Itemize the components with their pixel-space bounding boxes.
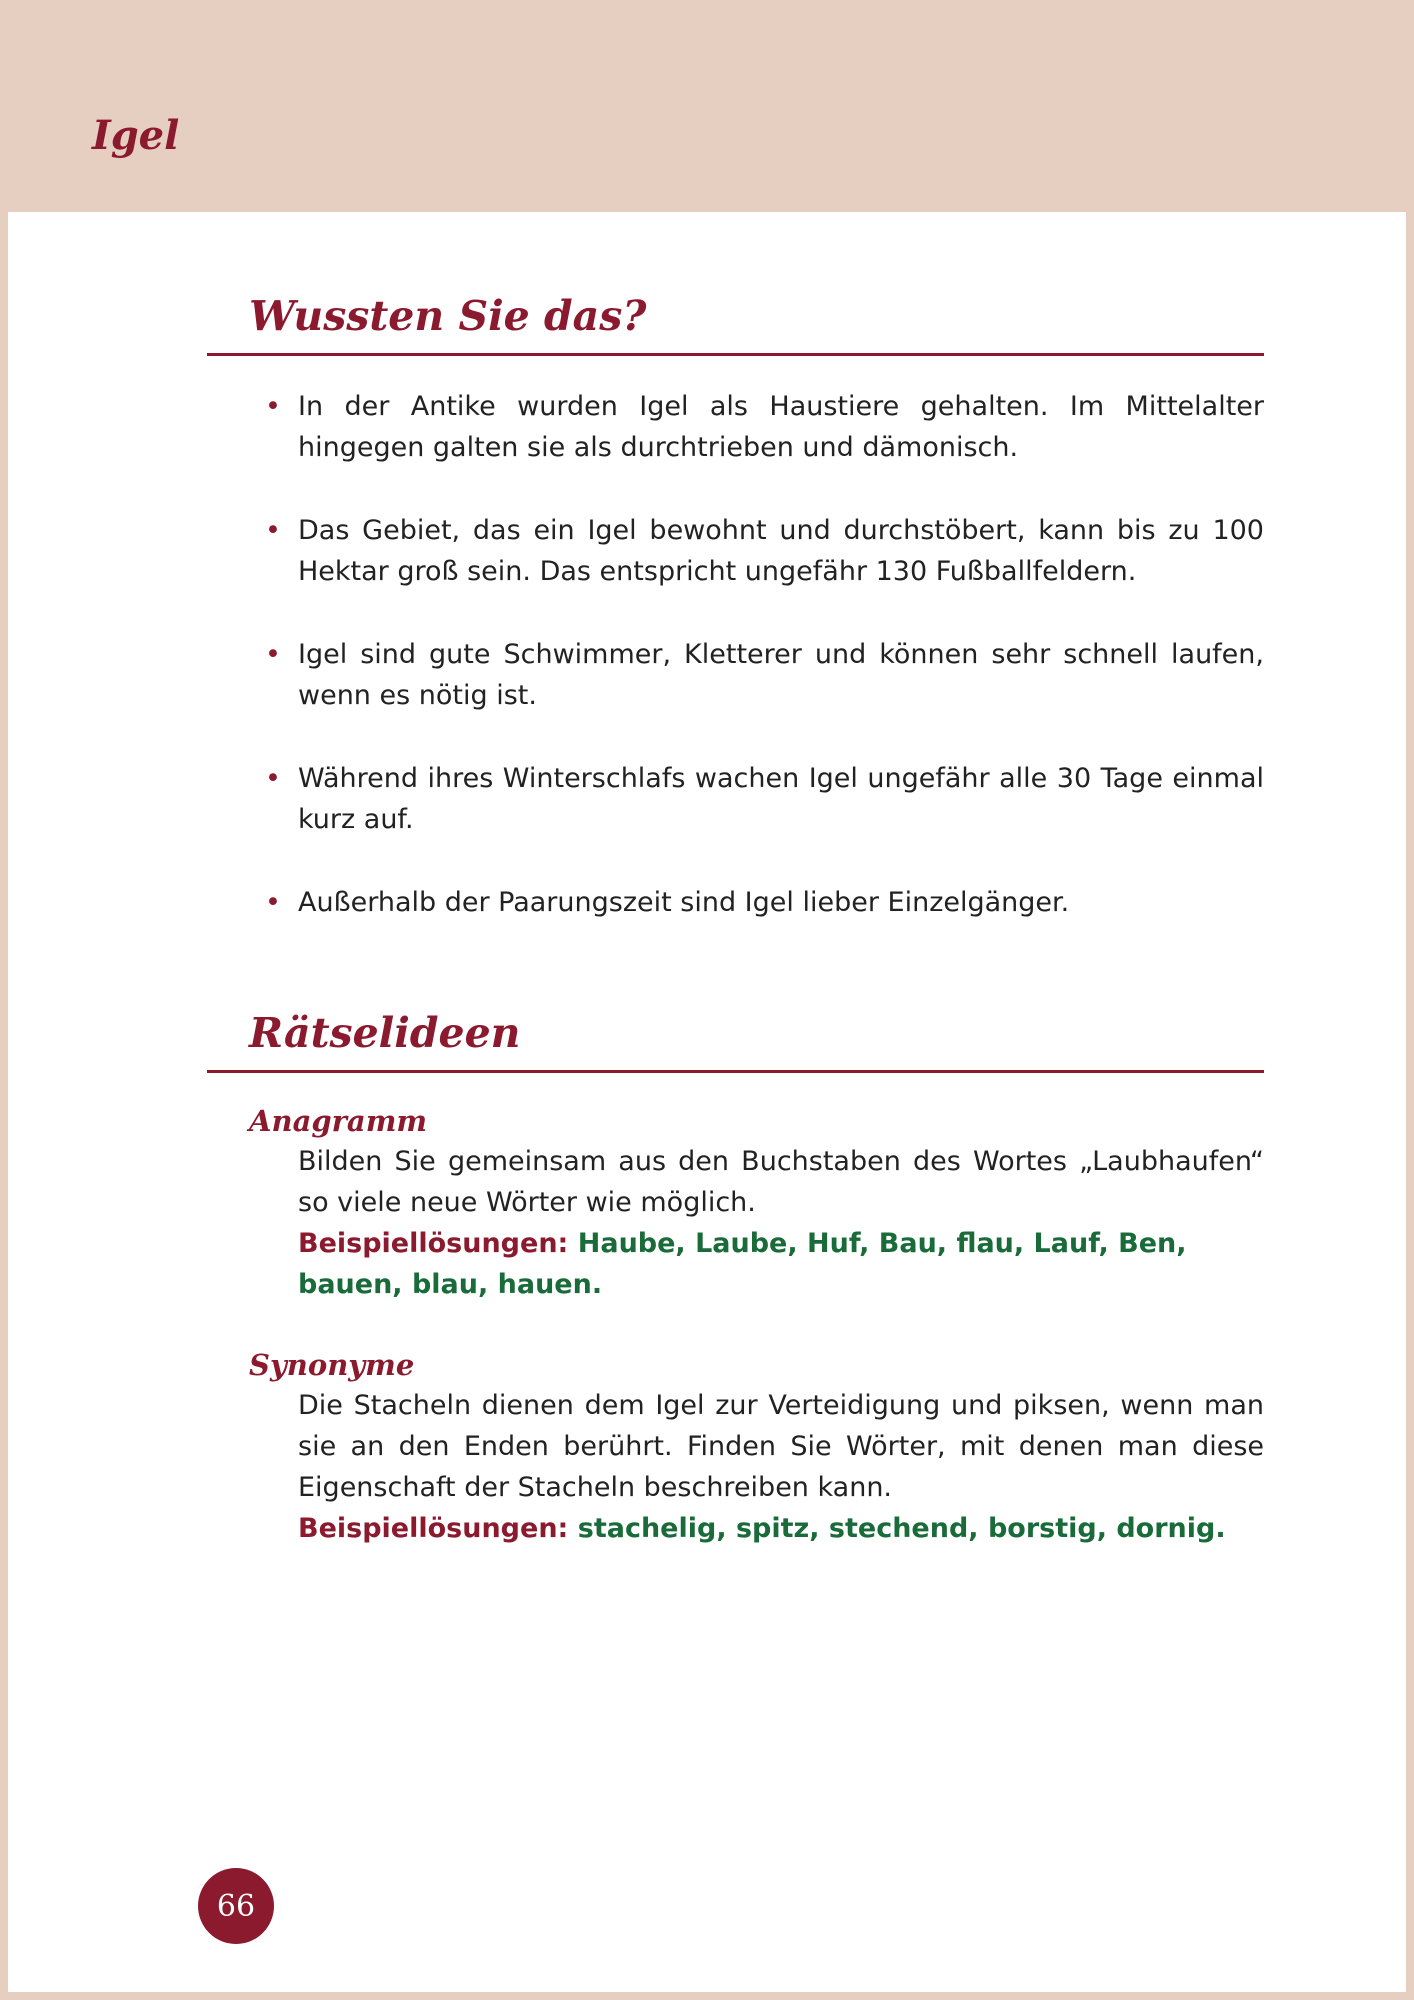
fact-item bbox=[265, 510, 1264, 592]
fact-text: Während ihres Winterschlafs wachen Igel ungefähr alle 30 Tage einmal kurz auf. bbox=[298, 763, 1264, 836]
fact-text: Igel sind gute Schwimmer, Kletterer und können sehr schnell laufen, wenn es nötig ist. bbox=[298, 639, 1264, 712]
solution-synonyms bbox=[207, 1508, 1264, 1549]
page-number-badge: 66 bbox=[198, 1868, 274, 1944]
fact-item bbox=[265, 882, 1264, 923]
puzzle-title-anagram: Anagramm bbox=[249, 1104, 428, 1139]
bullet-icon: • bbox=[265, 515, 281, 547]
puzzle-body-anagram: Bilden Sie gemeinsam aus den Buchstaben des Wortes „Laubhaufen“ so viele neue Wörter wie möglich. bbox=[298, 1146, 1264, 1219]
puzzle-title-synonyms: Synonyme bbox=[249, 1348, 415, 1383]
page bbox=[8, 212, 1406, 1992]
fact-text: Das Gebiet, das ein Igel bewohnt und durchstöbert, kann bis zu 100 Hektar groß sein. Das entspricht ungefähr 130 Fußballfeldern. bbox=[298, 515, 1264, 588]
section-heading-facts: Wussten Sie das? bbox=[207, 292, 1264, 356]
facts-list bbox=[207, 386, 1264, 923]
puzzle-body-synonyms: Die Stacheln dienen dem Igel zur Verteidigung und piksen, wenn man sie an den Enden berührt. Finden Sie Wörter, mit denen man diese Eigenschaft der Stacheln beschreiben kann. bbox=[298, 1390, 1264, 1504]
header-band bbox=[0, 0, 1414, 212]
content bbox=[207, 212, 1264, 1549]
bullet-icon: • bbox=[265, 391, 281, 423]
fact-text: In der Antike wurden Igel als Haustiere gehalten. Im Mittelalter hingegen galten sie als durchtrieben und dämonisch. bbox=[298, 391, 1264, 464]
bullet-icon: • bbox=[265, 639, 281, 671]
solution-anagram bbox=[207, 1223, 1264, 1305]
solution-text: stachelig, spitz, stechend, borstig, dornig. bbox=[577, 1513, 1226, 1545]
solution-text: Haube, Laube, Huf, Bau, flau, Lauf, Ben, bauen, blau, hauen. bbox=[298, 1228, 1187, 1301]
solution-label: Beispiellösungen: bbox=[298, 1228, 569, 1260]
fact-item bbox=[265, 386, 1264, 468]
bullet-icon: • bbox=[265, 887, 281, 919]
section-heading-puzzles: Rätselideen bbox=[207, 1009, 1264, 1073]
solution-label: Beispiellösungen: bbox=[298, 1513, 569, 1545]
fact-text: Außerhalb der Paarungszeit sind Igel lieber Einzelgänger. bbox=[298, 887, 1070, 919]
fact-item bbox=[265, 758, 1264, 840]
running-title: Igel bbox=[92, 112, 180, 159]
bullet-icon: • bbox=[265, 763, 281, 795]
fact-item bbox=[265, 634, 1264, 716]
